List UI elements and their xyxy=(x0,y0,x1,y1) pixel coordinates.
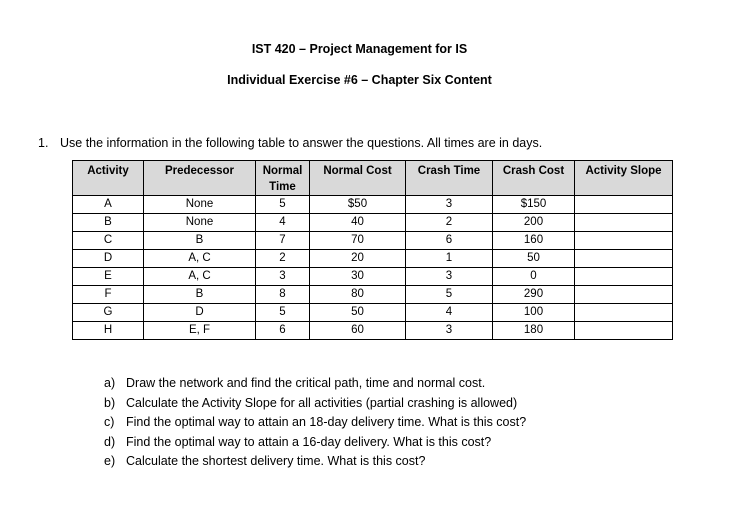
list-item-text: Find the optimal way to attain a 16-day delivery. What is this cost? xyxy=(126,434,492,449)
table-cell-crash-time: 4 xyxy=(406,304,493,322)
table-cell-crash-cost: 290 xyxy=(493,286,575,304)
table-cell-activity: G xyxy=(73,304,144,322)
activity-table xyxy=(72,160,673,340)
table-cell-normal-cost: $50 xyxy=(310,196,406,214)
table-row xyxy=(73,322,673,340)
table-cell-activity-slope xyxy=(575,268,673,286)
table-cell-crash-cost: 50 xyxy=(493,250,575,268)
table-cell-activity-slope xyxy=(575,196,673,214)
table-cell-normal-cost: 60 xyxy=(310,322,406,340)
table-cell-crash-cost: 160 xyxy=(493,232,575,250)
table-cell-predecessor: B xyxy=(144,286,256,304)
table-cell-crash-time: 3 xyxy=(406,322,493,340)
list-item xyxy=(104,415,526,435)
table-cell-normal-time: 2 xyxy=(256,250,310,268)
table-cell-activity-slope xyxy=(575,250,673,268)
table-row xyxy=(73,250,673,268)
question-list xyxy=(104,376,526,474)
table-cell-crash-time: 5 xyxy=(406,286,493,304)
table-cell-crash-time: 6 xyxy=(406,232,493,250)
list-item-letter: b) xyxy=(104,395,116,410)
table-row xyxy=(73,232,673,250)
table-row xyxy=(73,214,673,232)
table-cell-normal-time: 6 xyxy=(256,322,310,340)
list-item-text: Calculate the Activity Slope for all activities (partial crashing is allowed) xyxy=(126,395,518,410)
table-cell-predecessor: A, C xyxy=(144,268,256,286)
table-cell-crash-cost: 200 xyxy=(493,214,575,232)
table-cell-activity: A xyxy=(73,196,144,214)
question-text: Use the information in the following table to answer the questions. All times are in days. xyxy=(60,136,543,150)
table-header-row xyxy=(73,161,673,196)
column-header-predecessor: Predecessor xyxy=(144,161,256,196)
table-cell-predecessor: A, C xyxy=(144,250,256,268)
list-item-letter: d) xyxy=(104,434,116,449)
table-body xyxy=(73,196,673,340)
list-item-letter: c) xyxy=(104,415,115,429)
table-cell-crash-cost: $150 xyxy=(493,196,575,214)
table-row xyxy=(73,286,673,304)
table-row xyxy=(73,304,673,322)
table-cell-normal-cost: 80 xyxy=(310,286,406,304)
column-header-activity: Activity xyxy=(73,161,144,196)
table-cell-activity: D xyxy=(73,250,144,268)
table-cell-normal-time: 5 xyxy=(256,304,310,322)
table-cell-normal-cost: 30 xyxy=(310,268,406,286)
page-title: IST 420 – Project Management for IS xyxy=(251,42,468,56)
table-cell-activity: E xyxy=(73,268,144,286)
table-cell-normal-cost: 70 xyxy=(310,232,406,250)
table-cell-predecessor: E, F xyxy=(144,322,256,340)
table-cell-crash-time: 3 xyxy=(406,196,493,214)
table-cell-normal-time: 7 xyxy=(256,232,310,250)
list-item xyxy=(104,435,526,455)
table-cell-activity-slope xyxy=(575,232,673,250)
table-cell-normal-cost: 50 xyxy=(310,304,406,322)
column-header-normal-time: Normal Time xyxy=(256,161,310,196)
table-cell-crash-cost: 0 xyxy=(493,268,575,286)
table-cell-crash-cost: 100 xyxy=(493,304,575,322)
table-cell-activity-slope xyxy=(575,214,673,232)
table-cell-activity: H xyxy=(73,322,144,340)
column-header-activity-slope: Activity Slope xyxy=(575,161,673,196)
column-header-crash-cost: Crash Cost xyxy=(493,161,575,196)
table-cell-activity: B xyxy=(73,214,144,232)
list-item xyxy=(104,376,526,396)
table-cell-normal-cost: 20 xyxy=(310,250,406,268)
column-header-crash-time: Crash Time xyxy=(406,161,493,196)
list-item xyxy=(104,454,526,474)
table-cell-normal-time: 4 xyxy=(256,214,310,232)
table-row xyxy=(73,268,673,286)
table-cell-normal-time: 5 xyxy=(256,196,310,214)
table-cell-crash-cost: 180 xyxy=(493,322,575,340)
list-item-letter: e) xyxy=(104,454,116,468)
table-cell-activity-slope xyxy=(575,322,673,340)
list-item-text: Calculate the shortest delivery time. What is this cost? xyxy=(126,454,426,468)
table-cell-predecessor: None xyxy=(144,196,256,214)
question-number: 1. xyxy=(38,136,49,150)
table-cell-activity: F xyxy=(73,286,144,304)
table-cell-predecessor: None xyxy=(144,214,256,232)
table-cell-normal-time: 3 xyxy=(256,268,310,286)
list-item-text: Find the optimal way to attain an 18-day delivery time. What is this cost? xyxy=(126,415,527,429)
table-cell-activity-slope xyxy=(575,286,673,304)
column-header-normal-cost: Normal Cost xyxy=(310,161,406,196)
list-item-letter: a) xyxy=(104,376,116,390)
question-intro xyxy=(38,136,542,150)
table-cell-predecessor: B xyxy=(144,232,256,250)
table-cell-normal-time: 8 xyxy=(256,286,310,304)
list-item xyxy=(104,396,526,416)
table-cell-normal-cost: 40 xyxy=(310,214,406,232)
table-cell-predecessor: D xyxy=(144,304,256,322)
table-cell-crash-time: 1 xyxy=(406,250,493,268)
page-subtitle: Individual Exercise #6 – Chapter Six Content xyxy=(227,73,492,87)
list-item-text: Draw the network and find the critical path, time and normal cost. xyxy=(126,376,486,390)
table-cell-crash-time: 3 xyxy=(406,268,493,286)
table-cell-activity: C xyxy=(73,232,144,250)
table-row xyxy=(73,196,673,214)
table-cell-activity-slope xyxy=(575,304,673,322)
table-cell-crash-time: 2 xyxy=(406,214,493,232)
